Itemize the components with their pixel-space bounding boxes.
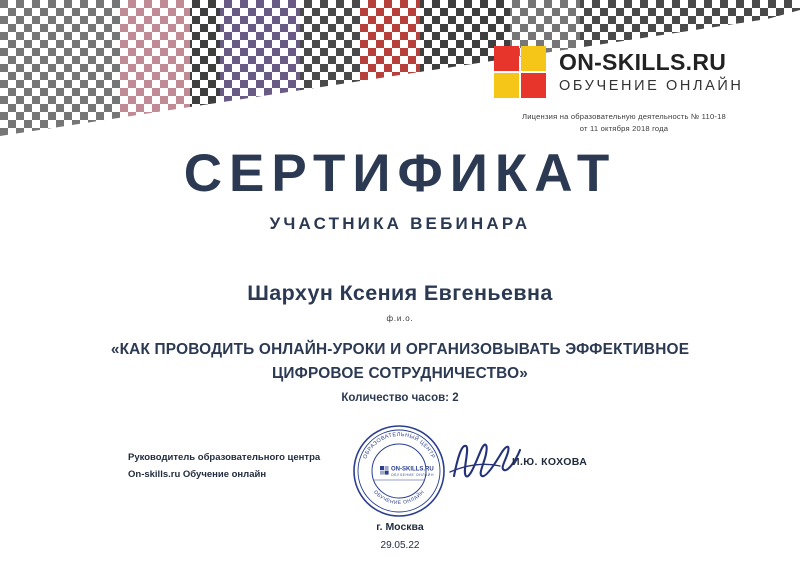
- license-line-2: от 11 октября 2018 года: [579, 124, 669, 134]
- logo-title: ON-SKILLS.RU: [559, 48, 727, 75]
- city-label: г. Москва: [376, 521, 424, 533]
- certificate-title: СЕРТИФИКАТ: [183, 144, 617, 203]
- signer-role: [128, 450, 320, 483]
- certificate-subtitle: УЧАСТНИКА ВЕБИНАРА: [269, 214, 531, 233]
- issue-date: 29.05.22: [380, 540, 420, 551]
- fio-label: ф.и.о.: [386, 314, 414, 323]
- license-line-1: Лицензия на образовательную деятельность № 110-18: [522, 112, 726, 121]
- svg-text:ОБУЧЕНИЕ ОНЛАЙН: ОБУЧЕНИЕ ОНЛАЙН: [391, 472, 435, 477]
- logo-text: [559, 48, 744, 94]
- svg-text:ОБРАЗОВАТЕЛЬНЫЙ ЦЕНТР: ОБРАЗОВАТЕЛЬНЫЙ ЦЕНТР: [362, 431, 436, 460]
- license-info: [494, 111, 754, 135]
- webinar-topic: «КАК ПРОВОДИТЬ ОНЛАЙН-УРОКИ И ОРГАНИЗОВЫВАТЬ ЭФФЕКТИВНОЕ ЦИФРОВОЕ СОТРУДНИЧЕСТВО»: [110, 341, 690, 382]
- signer-role-line-1: Руководитель образовательного центра: [128, 452, 321, 463]
- logo-row: [494, 46, 754, 98]
- recipient-name: Шархун Ксения Евгеньевна: [247, 281, 553, 305]
- official-stamp: [352, 424, 446, 518]
- signer-role-line-2: On-skills.ru Обучение онлайн: [128, 468, 267, 480]
- svg-text:ОБУЧЕНИЕ ОНЛАЙН: ОБУЧЕНИЕ ОНЛАЙН: [372, 489, 426, 507]
- brand-logo-block: [494, 46, 754, 135]
- logo-subtitle: ОБУЧЕНИЕ ОНЛАЙН: [559, 77, 744, 94]
- signer-name: И.Ю. КОХОВА: [512, 456, 588, 468]
- logo-squares-icon: [494, 46, 546, 98]
- svg-text:ON-SKILLS.RU: ON-SKILLS.RU: [391, 466, 434, 473]
- hours-count: Количество часов: 2: [341, 392, 459, 404]
